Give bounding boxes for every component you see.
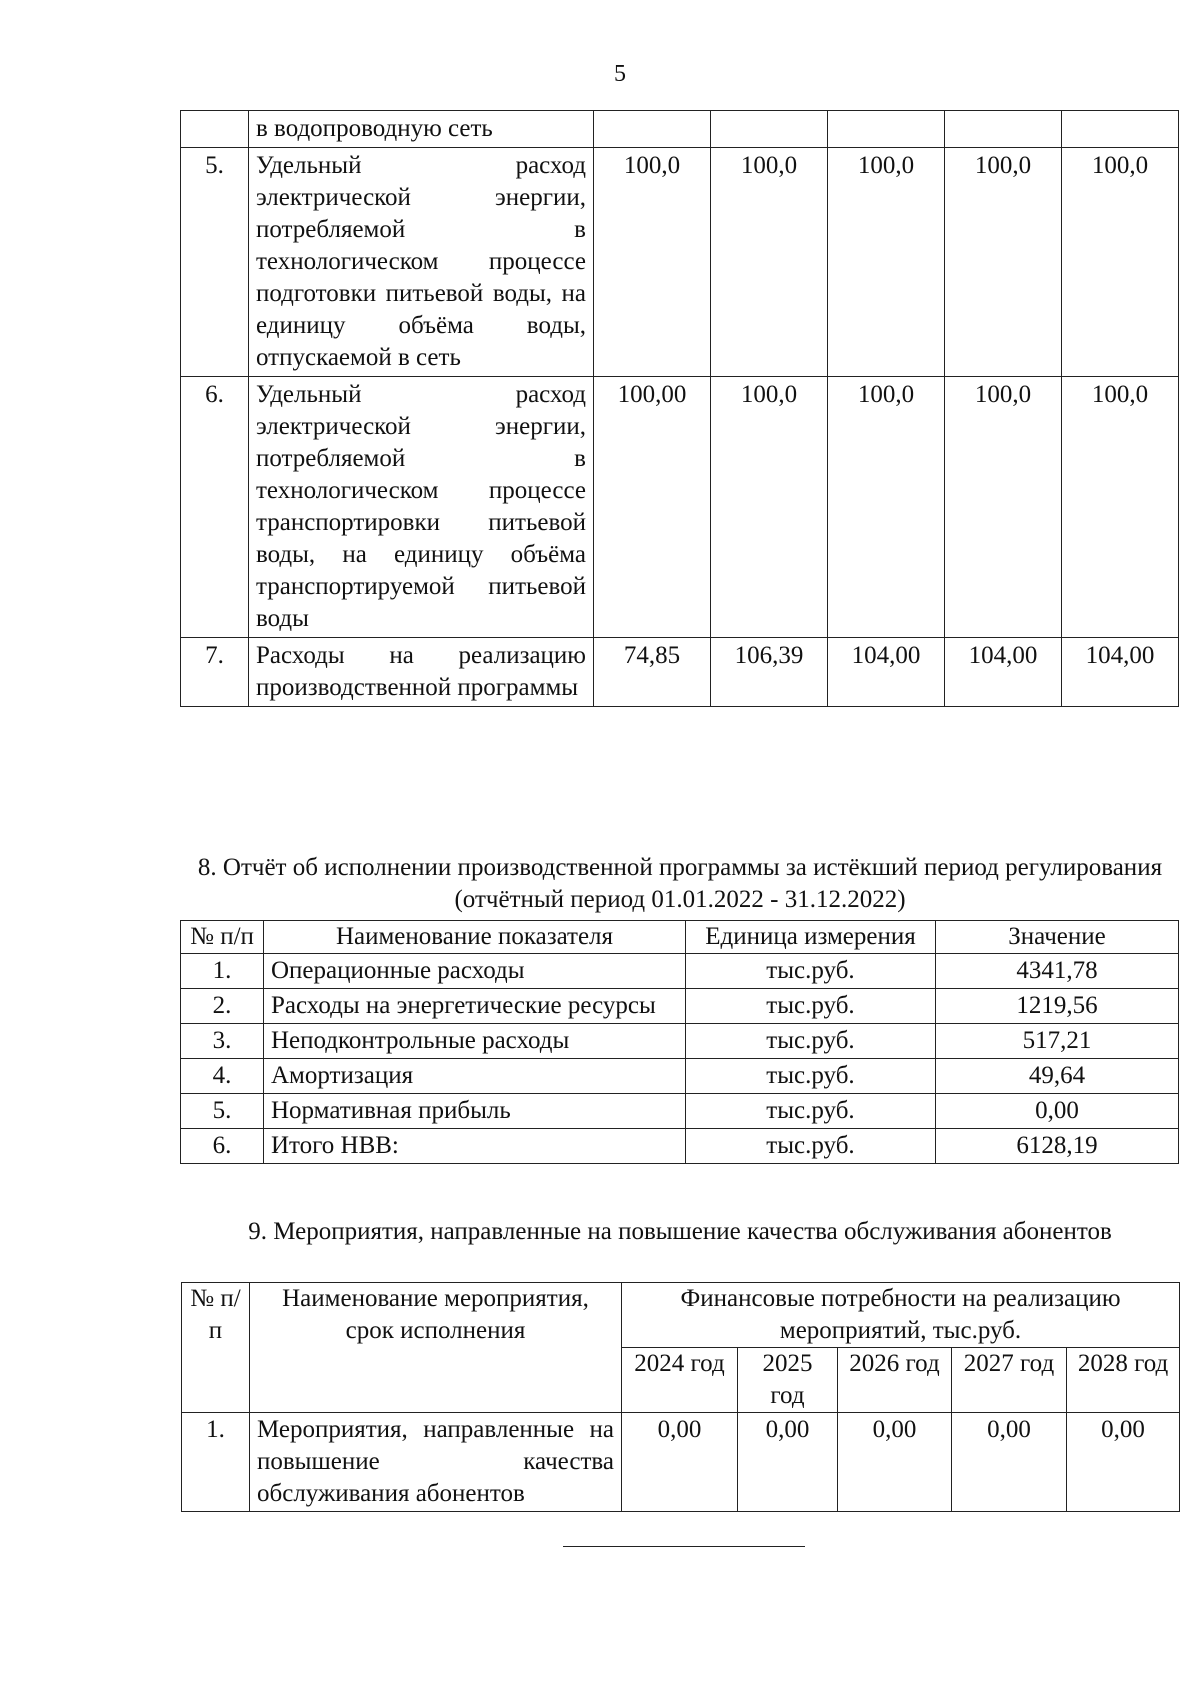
value: 0,00 xyxy=(936,1094,1179,1129)
indicator-value: 74,85 xyxy=(594,638,711,707)
column-header-number: № п/п xyxy=(182,1283,250,1413)
page-number: 5 xyxy=(614,61,626,87)
row-number: 5. xyxy=(181,148,249,377)
table-row xyxy=(181,1024,1179,1059)
column-header-finance: Финансовые потребности на реализацию мероприятий, тыс.руб. xyxy=(622,1283,1180,1348)
indicator-value xyxy=(711,111,828,148)
indicator-name: в водопроводную сеть xyxy=(249,111,594,148)
end-divider xyxy=(563,1546,805,1547)
indicator-value: 100,0 xyxy=(945,148,1062,377)
column-header-name: Наименование мероприятия, срок исполнения xyxy=(250,1283,622,1413)
finance-value: 0,00 xyxy=(622,1413,738,1512)
table-row xyxy=(181,954,1179,989)
table-row xyxy=(182,1413,1180,1512)
row-number: 7. xyxy=(181,638,249,707)
indicator-value: 100,0 xyxy=(711,377,828,638)
column-header-value: Значение xyxy=(936,921,1179,954)
value: 6128,19 xyxy=(936,1129,1179,1164)
indicator-value xyxy=(1062,111,1179,148)
report-table xyxy=(180,920,1179,1164)
column-header-year: 2026 год xyxy=(838,1348,952,1413)
table-header-row xyxy=(181,921,1179,954)
activity-name: Мероприятия, направленные на повышение качества обслуживания абонентов xyxy=(250,1413,622,1512)
value: 1219,56 xyxy=(936,989,1179,1024)
column-header-number: № п/п xyxy=(181,921,264,954)
indicator-value: 104,00 xyxy=(945,638,1062,707)
expense-name: Операционные расходы xyxy=(264,954,686,989)
column-header-unit: Единица измерения xyxy=(686,921,936,954)
table-row xyxy=(181,148,1179,377)
row-number: 3. xyxy=(181,1024,264,1059)
indicator-value: 100,0 xyxy=(711,148,828,377)
indicator-value xyxy=(945,111,1062,148)
indicator-name: Расходы на реализацию производственной программы xyxy=(249,638,594,707)
row-number: 4. xyxy=(181,1059,264,1094)
expense-name: Нормативная прибыль xyxy=(264,1094,686,1129)
unit: тыс.руб. xyxy=(686,1094,936,1129)
unit: тыс.руб. xyxy=(686,1024,936,1059)
expense-name: Расходы на энергетические ресурсы xyxy=(264,989,686,1024)
row-number: 1. xyxy=(181,954,264,989)
indicator-value: 100,0 xyxy=(828,148,945,377)
expense-name: Итого НВВ: xyxy=(264,1129,686,1164)
unit: тыс.руб. xyxy=(686,1129,936,1164)
indicator-value: 106,39 xyxy=(711,638,828,707)
table-row xyxy=(181,638,1179,707)
column-header-name: Наименование показателя xyxy=(264,921,686,954)
indicator-value: 104,00 xyxy=(1062,638,1179,707)
indicator-value xyxy=(594,111,711,148)
row-number: 6. xyxy=(181,377,249,638)
table-row xyxy=(181,1094,1179,1129)
indicator-name: Удельный расход электрической энергии, потребляемой в технологическом процессе подготовки питьевой воды, на единицу объёма воды, отпускаемой в сеть xyxy=(249,148,594,377)
column-header-year: 2024 год xyxy=(622,1348,738,1413)
value: 517,21 xyxy=(936,1024,1179,1059)
column-header-year: 2027 год xyxy=(952,1348,1067,1413)
finance-value: 0,00 xyxy=(838,1413,952,1512)
row-number xyxy=(181,111,249,148)
table-header-row xyxy=(182,1283,1180,1348)
table-row xyxy=(181,1129,1179,1164)
indicator-value: 100,0 xyxy=(945,377,1062,638)
finance-value: 0,00 xyxy=(738,1413,838,1512)
finance-value: 0,00 xyxy=(1067,1413,1180,1512)
row-number: 6. xyxy=(181,1129,264,1164)
row-number: 1. xyxy=(182,1413,250,1512)
table-row xyxy=(181,989,1179,1024)
indicator-value: 100,0 xyxy=(594,148,711,377)
activities-table xyxy=(181,1282,1180,1512)
finance-value: 0,00 xyxy=(952,1413,1067,1512)
expense-name: Амортизация xyxy=(264,1059,686,1094)
indicators-table xyxy=(180,110,1179,707)
value: 49,64 xyxy=(936,1059,1179,1094)
column-header-year: 2025 год xyxy=(738,1348,838,1413)
row-number: 5. xyxy=(181,1094,264,1129)
table-row xyxy=(181,111,1179,148)
unit: тыс.руб. xyxy=(686,1059,936,1094)
indicator-value: 100,0 xyxy=(1062,148,1179,377)
indicator-name: Удельный расход электрической энергии, потребляемой в технологическом процессе транспортировки питьевой воды, на единицу объёма транспортируемой питьевой воды xyxy=(249,377,594,638)
section-9-title: 9. Мероприятия, направленные на повышение качества обслуживания абонентов xyxy=(248,1218,1112,1245)
indicator-value xyxy=(828,111,945,148)
section-8-title: 8. Отчёт об исполнении производственной программы за истёкший период регулирования (отчётный период 01.01.2022 - 31.12.2022) xyxy=(197,854,1163,913)
table-row xyxy=(181,377,1179,638)
indicator-value: 104,00 xyxy=(828,638,945,707)
row-number: 2. xyxy=(181,989,264,1024)
table-row xyxy=(181,1059,1179,1094)
value: 4341,78 xyxy=(936,954,1179,989)
indicator-value: 100,0 xyxy=(828,377,945,638)
indicator-value: 100,0 xyxy=(1062,377,1179,638)
column-header-year: 2028 год xyxy=(1067,1348,1180,1413)
unit: тыс.руб. xyxy=(686,989,936,1024)
expense-name: Неподконтрольные расходы xyxy=(264,1024,686,1059)
indicator-value: 100,00 xyxy=(594,377,711,638)
unit: тыс.руб. xyxy=(686,954,936,989)
